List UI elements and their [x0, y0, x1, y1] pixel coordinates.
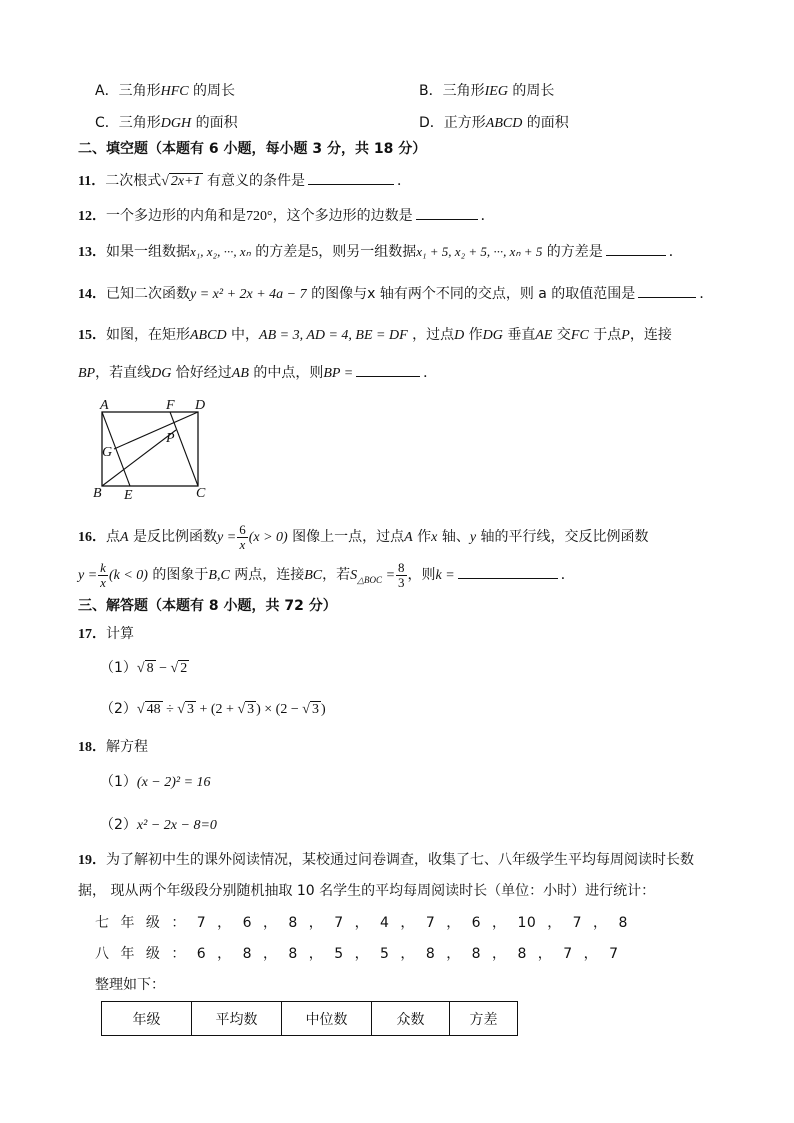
q17-number: 17．	[78, 627, 106, 642]
q16-k-eq: k =	[435, 568, 455, 583]
q15-ab: AB	[231, 366, 249, 381]
q17-radicand-2: 2	[180, 661, 188, 676]
q17-title: 计算	[106, 626, 134, 642]
q17-close: )	[320, 702, 326, 717]
q18-title: 解方程	[106, 739, 148, 755]
q16-x: x	[431, 530, 438, 545]
q15-text-2d: 恰好经过	[171, 365, 232, 381]
q13-text-mid: 的方差是	[250, 244, 312, 260]
q14-number: 14．	[78, 287, 106, 302]
q15-point-d: D	[454, 328, 465, 343]
q16-end: ．	[560, 567, 575, 583]
q16-points-bc: B,C	[208, 568, 230, 583]
question-16	[78, 522, 649, 553]
option-a-math: HFC	[160, 84, 189, 99]
q13-variance: 5	[311, 245, 319, 260]
option-b-tail: 的周长	[507, 83, 555, 99]
q18-number: 18．	[78, 740, 106, 755]
q17-radicand-3c: 3	[311, 702, 319, 717]
q19-stats-table	[101, 1001, 518, 1036]
q14-answer-blank[interactable]	[638, 283, 696, 298]
q14-function: y = x² + 2x + 4a − 7	[190, 287, 307, 302]
question-14	[78, 283, 713, 305]
q15-dg-2: DG	[151, 366, 172, 381]
q11-radical: √ 2x+1	[161, 174, 201, 189]
q15-answer-blank[interactable]	[356, 362, 420, 377]
table-header-median: 中位数	[282, 1002, 372, 1036]
fig-label-p: P	[166, 431, 175, 446]
q17-radicand-3a: 3	[186, 702, 194, 717]
q18-p1-label: （1）	[100, 774, 137, 790]
q13-data-2: x₁ + 5, x₂ + 5, ···, xₙ + 5	[416, 244, 543, 259]
option-a	[95, 81, 235, 102]
q16-text-c: 作	[412, 529, 432, 545]
q13-number: 13．	[78, 245, 106, 260]
q15-bp-eq: BP =	[323, 366, 354, 381]
q16-text-a: 是反比例函数	[128, 529, 218, 545]
q16-text-i: ，则	[407, 567, 436, 583]
question-16-line-2	[78, 560, 575, 595]
option-a-label: A．三角形	[95, 83, 161, 99]
fig-label-e: E	[124, 488, 133, 503]
table-header-mode: 众数	[372, 1002, 450, 1036]
q19-grade-8-data: 八 年 级 ： 6 ， 8 ， 8 ， 5 ， 5 ， 8 ， 8 ， 8 ， 7 ， 7	[95, 946, 619, 962]
q15-condition: AB = 3, AD = 4, BE = DF	[259, 328, 408, 343]
q18-part-1	[100, 772, 211, 793]
option-d-label: D．正方形	[419, 115, 486, 131]
q19-line-1: 为了解初中生的课外阅读情况，某校通过问卷调查，收集了七、八年级学生平均每周阅读时长数	[106, 852, 694, 868]
q15-text-2b: ，若直线	[95, 365, 152, 381]
q15-end: ．	[423, 365, 438, 381]
q17-sqrt-48: √ 48	[136, 702, 161, 717]
option-b	[419, 81, 554, 102]
q15-text-2f: 的中点，则	[248, 365, 324, 381]
q16-segment-bc: BC	[304, 568, 323, 583]
q19-grade-7-data: 七 年 级 ： 7 ， 6 ， 8 ， 7 ， 4 ， 7 ， 6 ， 10 ， 7 ， 8	[95, 915, 628, 931]
q17-rest: + (2 +	[195, 702, 238, 717]
q15-text-c: ，过点	[407, 327, 455, 343]
table-header-variance: 方差	[450, 1002, 518, 1036]
question-18	[78, 737, 148, 758]
fig-label-b: B	[93, 486, 102, 501]
fig-label-a: A	[100, 398, 109, 413]
q15-figure	[88, 393, 218, 505]
q16-text-h: ，若	[322, 567, 351, 583]
q17-p1-label: （1）	[100, 660, 137, 676]
option-c-tail: 的面积	[191, 115, 238, 131]
q15-number: 15．	[78, 328, 106, 343]
fig-label-d: D	[195, 398, 206, 413]
q13-text: 如果一组数据	[106, 244, 190, 260]
q16-area-sub: △BOC	[357, 574, 383, 585]
q16-text-g: 两点，连接	[229, 567, 305, 583]
q12-value: 720°	[246, 209, 273, 224]
q17-part-1	[100, 658, 189, 679]
q11-number: 11．	[78, 174, 106, 189]
q18-p2-equation: x² − 2x − 8=0	[136, 818, 217, 833]
option-a-tail: 的周长	[188, 83, 236, 99]
q13-text-post: 的方差是	[542, 244, 603, 260]
q14-text: 已知二次函数	[106, 286, 190, 302]
q15-text-e: 垂直	[502, 327, 536, 343]
q16-frac-3: 3	[398, 574, 405, 590]
q17-div: ÷	[162, 702, 178, 717]
q19-number: 19．	[78, 853, 106, 868]
fig-label-g: G	[102, 445, 113, 460]
q16-answer-blank[interactable]	[458, 564, 558, 579]
q15-text-d: 作	[464, 327, 483, 343]
q15-bp: BP	[78, 366, 96, 381]
table-header-row	[102, 1002, 518, 1036]
q16-condition-2: (k < 0)	[108, 568, 148, 583]
q18-part-2	[100, 815, 217, 836]
question-15	[78, 325, 672, 346]
q16-condition: (x > 0)	[248, 530, 288, 545]
option-c-label: C．三角形	[95, 115, 161, 131]
q16-fraction-k-x	[98, 561, 108, 590]
segment-fc	[170, 412, 198, 486]
q17-part-2	[100, 699, 326, 720]
q13-text-mid2: ，则另一组数据	[318, 244, 417, 260]
option-d-math: ABCD	[485, 116, 523, 131]
q16-text-f: 的图象于	[147, 567, 209, 583]
q16-text-e: 轴的平行线，交反比例函数	[476, 529, 649, 545]
option-b-label: B．三角形	[419, 83, 485, 99]
q14-end: ．	[699, 286, 714, 302]
q12-number: 12．	[78, 209, 106, 224]
question-19	[78, 850, 694, 871]
q16-point-a: A	[120, 530, 129, 545]
q13-answer-blank[interactable]	[606, 241, 666, 256]
q15-text-h: ，连接	[629, 327, 672, 343]
q16-eq: =	[382, 568, 396, 583]
q16-fraction-8-3	[396, 561, 407, 590]
option-d	[419, 113, 569, 134]
question-15-line-2	[78, 362, 437, 384]
q17-radicand-3b: 3	[247, 702, 255, 717]
q16-y-eq-2: y =	[78, 568, 98, 583]
q17-sqrt-3b: √ 3	[237, 702, 255, 717]
q16-point-a-2: A	[404, 530, 413, 545]
question-11	[78, 170, 411, 192]
q16-text-pre: 点	[106, 529, 120, 545]
segment-dg	[114, 412, 198, 449]
q12-end: ．	[480, 208, 495, 224]
q11-text-post: 有意义的条件是	[202, 173, 306, 189]
q17-p2-label: （2）	[100, 701, 137, 717]
q15-text-f: 交	[552, 327, 571, 343]
q15-ae: AE	[535, 328, 553, 343]
q16-y-eq: y =	[217, 530, 237, 545]
q15-fc: FC	[570, 328, 589, 343]
q16-text-b: 图像上一点，过点	[287, 529, 405, 545]
q17-radicand-48: 48	[146, 702, 161, 717]
q15-point-p: P	[621, 328, 630, 343]
table-header-grade: 年级	[102, 1002, 192, 1036]
q15-text-b: 中，	[226, 327, 260, 343]
q17-sqrt-3c: √ 3	[302, 702, 319, 717]
section-3-title: 三、解答题（本题有 8 小题，共 72 分）	[78, 598, 337, 614]
option-d-tail: 的面积	[522, 115, 569, 131]
q16-k-num: k	[100, 559, 106, 575]
q11-text: 二次根式	[105, 173, 162, 189]
q11-answer-blank[interactable]	[308, 170, 394, 185]
q19-line-2: 据， 现从两个年级段分别随机抽取 10 名学生的平均每周阅读时长（单位：小时）进行统计：	[78, 883, 656, 899]
q12-text-post: ，这个多边形的边数是	[272, 208, 413, 224]
q17-sqrt-3a: √ 3	[177, 702, 194, 717]
q16-k-den: x	[100, 574, 106, 590]
q15-dg: DG	[482, 328, 503, 343]
q18-p1-equation: (x − 2)² = 16	[136, 775, 211, 790]
q16-fraction-num: 6	[239, 521, 246, 537]
q16-frac-8: 8	[398, 559, 405, 575]
q13-data-1: x₁, x₂, ···, xₙ	[190, 244, 251, 259]
q14-text-post: 的图像与x 轴有两个不同的交点，则 a 的取值范围是	[306, 286, 636, 302]
q11-radicand: 2x+1	[170, 174, 201, 189]
q16-fraction-den: x	[239, 536, 246, 552]
option-b-math: IEG	[484, 84, 508, 99]
option-c	[95, 113, 238, 134]
question-12	[78, 205, 495, 227]
q12-text: 一个多边形的内角和是	[106, 208, 246, 224]
q16-y: y	[469, 530, 477, 545]
q15-rect: ABCD	[190, 328, 227, 343]
q17-radicand-8: 8	[146, 661, 154, 676]
q16-text-d: 轴、	[437, 529, 470, 545]
q15-text-g: 于点	[588, 327, 622, 343]
q11-end: ．	[397, 173, 412, 189]
q17-sqrt-2: √ 2	[170, 661, 188, 676]
question-17	[78, 624, 134, 645]
question-13	[78, 241, 683, 263]
q17-mul: ) × (2 −	[256, 702, 303, 717]
q13-end: ．	[668, 244, 683, 260]
option-c-math: DGH	[160, 116, 192, 131]
q16-number: 16．	[78, 530, 106, 545]
q12-answer-blank[interactable]	[416, 205, 478, 220]
q15-text-a: 如图，在矩形	[106, 327, 190, 343]
table-header-mean: 平均数	[192, 1002, 282, 1036]
q19-organize: 整理如下：	[95, 977, 165, 993]
q16-area-s: S	[350, 568, 358, 583]
q17-p1-minus: −	[155, 661, 171, 676]
fig-label-c: C	[196, 486, 206, 501]
q17-sqrt-8: √ 8	[136, 661, 154, 676]
fig-label-f: F	[166, 398, 175, 413]
q18-p2-label: （2）	[100, 817, 137, 833]
section-2-title: 二、填空题（本题有 6 小题，每小题 3 分，共 18 分）	[78, 141, 427, 157]
q16-fraction-6-x	[237, 523, 248, 552]
